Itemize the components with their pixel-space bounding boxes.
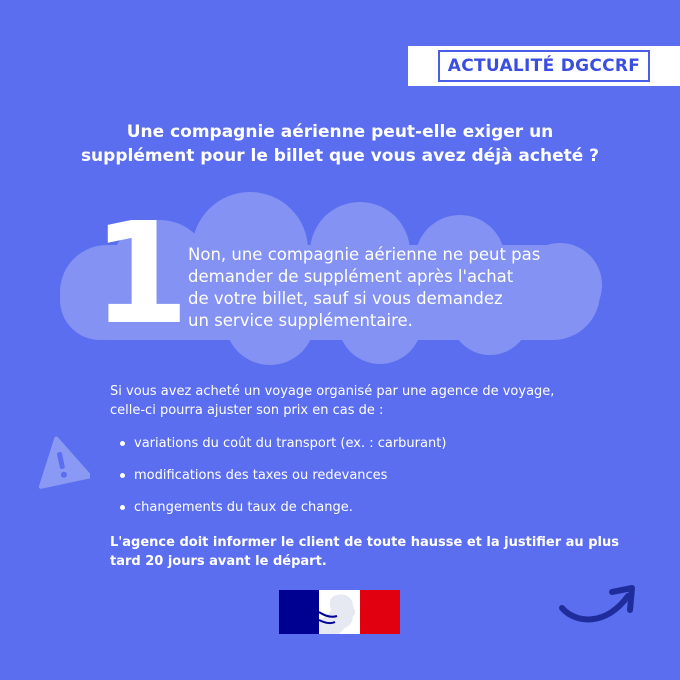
details-closing xyxy=(110,533,640,571)
details-block xyxy=(110,382,640,571)
details-closing-line-2: tard 20 jours avant le départ. xyxy=(110,554,327,569)
warning-icon xyxy=(32,432,90,490)
answer-text xyxy=(188,244,578,332)
question-line-1: Une compagnie aérienne peut-elle exiger un xyxy=(126,122,554,142)
details-bullet-list xyxy=(110,434,640,517)
details-intro-line-2: celle-ci pourra ajuster son prix en cas de : xyxy=(110,403,384,418)
answer-line-3: de votre billet, sauf si vous demandez xyxy=(188,289,503,308)
details-intro-line-1: Si vous avez acheté un voyage organisé par une agence de voyage, xyxy=(110,384,555,399)
details-intro xyxy=(110,382,640,420)
question-line-2: supplément pour le billet que vous avez déjà acheté ? xyxy=(80,146,600,166)
arrow-next-icon[interactable] xyxy=(556,580,642,636)
details-closing-line-1: L'agence doit informer le client de toute hausse et la justifier au plus xyxy=(110,535,619,550)
news-tag-label: ACTUALITÉ DGCCRF xyxy=(438,50,650,82)
list-item: modifications des taxes ou redevances xyxy=(110,466,640,485)
news-tag xyxy=(408,46,680,86)
list-item: variations du coût du transport (ex. : carburant) xyxy=(110,434,640,453)
answer-line-1: Non, une compagnie aérienne ne peut pas xyxy=(188,245,541,264)
answer-line-2: demander de supplément après l'achat xyxy=(188,267,514,286)
question-title xyxy=(40,120,640,168)
answer-line-4: un service supplémentaire. xyxy=(188,311,413,330)
list-item: changements du taux de change. xyxy=(110,498,640,517)
marianne-flag-logo xyxy=(279,590,400,634)
answer-number: 1 xyxy=(92,193,190,356)
